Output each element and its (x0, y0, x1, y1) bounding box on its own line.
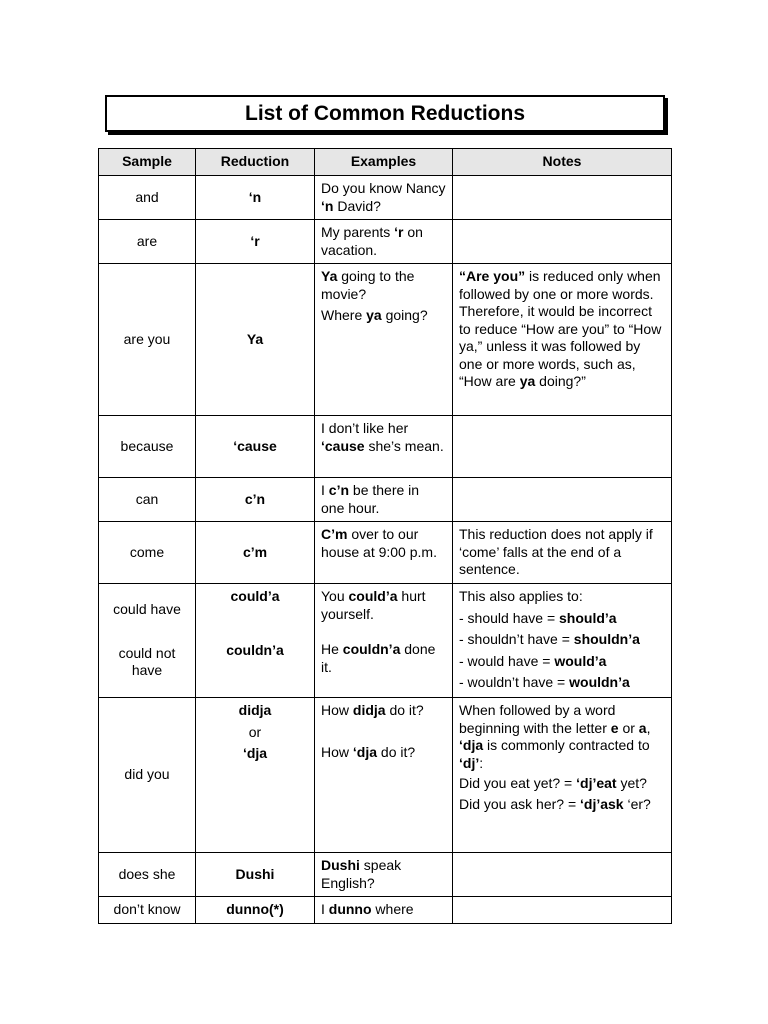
reduction-text: didja (238, 702, 272, 718)
sample-cell: are (99, 220, 196, 264)
example-cell: I c’n be there in one hour. (315, 478, 453, 522)
reduction-cell: ‘r (196, 220, 315, 264)
example-cell: C’m over to our house at 9:00 p.m. (315, 522, 453, 584)
reduction-cell: ‘n (196, 176, 315, 220)
example-cell: How didja do it? How ‘dja do it? (315, 698, 453, 853)
sample-cell: don’t know (99, 897, 196, 924)
reduction-or: or (248, 723, 262, 740)
notes-cell: This also applies to: - should have = should’a - shouldn’t have = shouldn’a - would have = would’a - wouldn’t have = wouldn’a (453, 584, 672, 698)
page-title: List of Common Reductions (105, 95, 665, 132)
table-row (99, 176, 672, 220)
reductions-table (98, 148, 672, 924)
reduction-cell: dunno(*) (196, 897, 315, 924)
notes-cell: “Are you” is reduced only when followed by one or more words. Therefore, it would be incorrect to reduce “How are you” to “How ya,” unless it was followed by one or more words, such as, “How are ya doing?” (453, 264, 672, 416)
example-cell: Do you know Nancy ‘n David? (315, 176, 453, 220)
example-cell: You could’a hurt yourself. He couldn’a done it. (315, 584, 453, 698)
notes-cell (453, 416, 672, 478)
reduction-cell: ‘cause (196, 416, 315, 478)
reduction-cell: c’m (196, 522, 315, 584)
header-sample: Sample (99, 149, 196, 176)
reduction-cell: c’n (196, 478, 315, 522)
table-row (99, 522, 672, 584)
header-reduction: Reduction (196, 149, 315, 176)
sample-cell: did you (99, 698, 196, 853)
notes-cell: This reduction does not apply if ‘come’ falls at the end of a sentence. (453, 522, 672, 584)
reduction-text: could’a (230, 588, 280, 604)
sample-cell (99, 584, 196, 698)
header-examples: Examples (315, 149, 453, 176)
table-header-row (99, 149, 672, 176)
sample-cell: because (99, 416, 196, 478)
table-row (99, 220, 672, 264)
table-row (99, 853, 672, 897)
header-notes: Notes (453, 149, 672, 176)
sample-cell: come (99, 522, 196, 584)
reduction-cell: Dushi (196, 853, 315, 897)
sample-cell: can (99, 478, 196, 522)
sample-text: could not have (118, 644, 176, 679)
table-row (99, 478, 672, 522)
sample-cell: are you (99, 264, 196, 416)
table-row (99, 584, 672, 698)
reduction-cell (196, 584, 315, 698)
reduction-cell (196, 698, 315, 853)
sample-text: could have (113, 601, 181, 618)
example-cell: Dushi speak English? (315, 853, 453, 897)
notes-cell (453, 176, 672, 220)
table-row (99, 264, 672, 416)
table-row (99, 897, 672, 924)
notes-cell: When followed by a word beginning with the letter e or a, ‘dja is commonly contracted to ‘dj’: Did you eat yet? = ‘dj’eat yet? Did you ask her? = ‘dj’ask ‘er? (453, 698, 672, 853)
example-cell: I don’t like her ‘cause she’s mean. (315, 416, 453, 478)
reduction-text: couldn’a (226, 641, 284, 658)
sample-cell: does she (99, 853, 196, 897)
table-row (99, 698, 672, 853)
reduction-text: ‘dja (242, 745, 268, 761)
notes-cell (453, 478, 672, 522)
example-cell: Ya going to the movie? Where ya going? (315, 264, 453, 416)
example-cell: I dunno where (315, 897, 453, 924)
reduction-cell: Ya (196, 264, 315, 416)
table-row (99, 416, 672, 478)
notes-cell (453, 220, 672, 264)
notes-cell (453, 853, 672, 897)
example-cell: My parents ‘r on vacation. (315, 220, 453, 264)
sample-cell: and (99, 176, 196, 220)
notes-cell (453, 897, 672, 924)
